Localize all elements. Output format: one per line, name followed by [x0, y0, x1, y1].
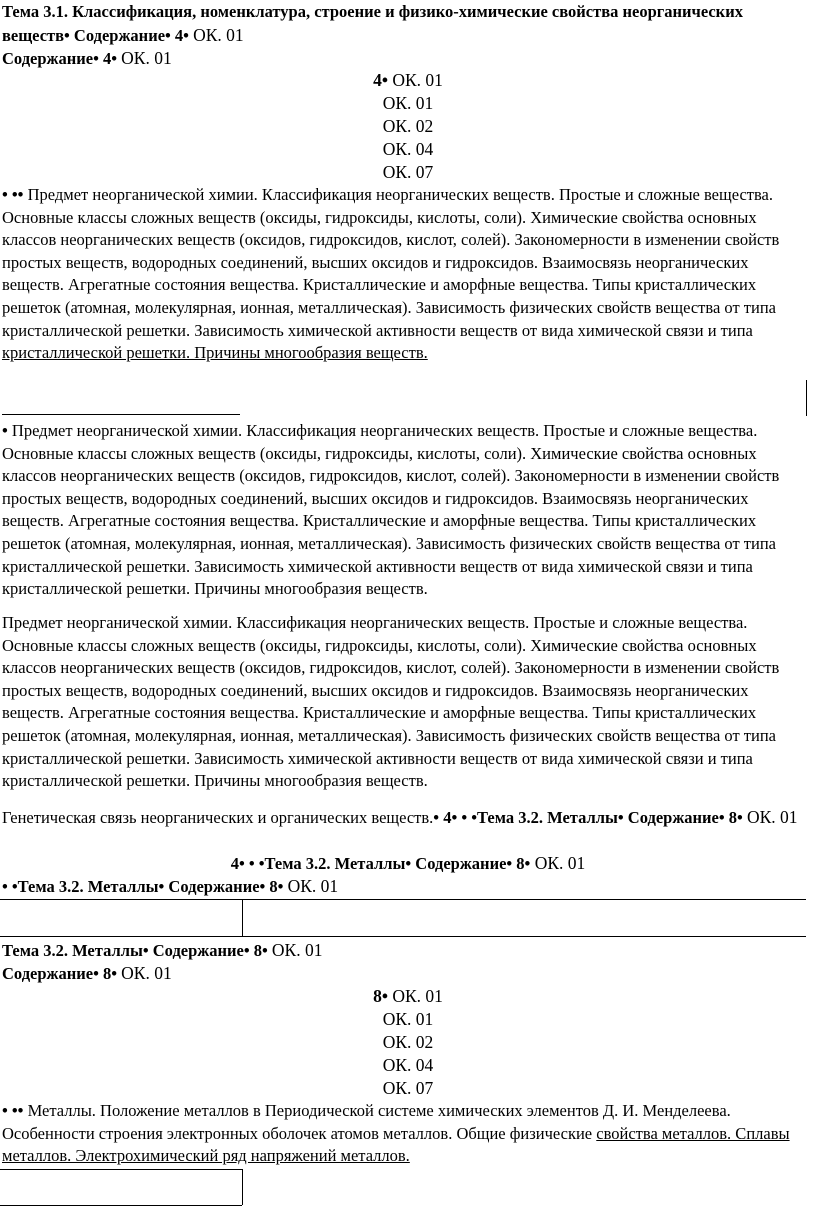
box-rule-bottom — [0, 1205, 242, 1206]
vertical-rule-1 — [806, 380, 807, 416]
table-rule-bottom — [0, 936, 806, 937]
genetic-link-ok: ОК. 01 — [746, 807, 798, 827]
hours-label-3: 8• — [373, 986, 388, 1006]
ok-item-3-2: ОК. 01 — [382, 1009, 434, 1029]
paragraph-end-3: свойства металлов. Сплавы металлов. Электрохимический ряд напряжений металлов. — [2, 1123, 790, 1166]
genetic-link-text: Генетическая связь неорганических и органических веществ. — [2, 808, 434, 827]
table-cell-divider — [242, 899, 243, 936]
genetic-link-bold: • 4• • •Тема 3.2. Металлы• Содержание• 8• — [433, 808, 743, 827]
paragraph-text-3: Металлы. Положение металлов в Периодической системе химических элементов Д. И. Менделеева. Особенности строения электронных оболочек атомов металлов. Общие физические — [2, 1101, 731, 1143]
content-label-1: Содержание• 4• — [2, 49, 118, 68]
ok-item-1-2: ОК. 01 — [382, 93, 434, 113]
box-rule-right — [242, 1169, 243, 1205]
hours-ok-3: ОК. 01 — [392, 986, 443, 1006]
content-ok-1: ОК. 01 — [121, 48, 172, 68]
metals-left-ok: ОК. 01 — [287, 876, 339, 896]
ok-item-3-5: ОК. 07 — [382, 1078, 434, 1098]
content-line-3 — [2, 962, 812, 986]
genetic-link-line — [2, 806, 812, 830]
ok-item-3-4: ОК. 04 — [382, 1055, 434, 1075]
ok-item-3-3: ОК. 02 — [382, 1032, 434, 1052]
content-line-1 — [2, 47, 812, 71]
ok-item-1-5: ОК. 07 — [382, 162, 434, 182]
repeat-paragraph-2-text: Предмет неорганической химии. Классификация неорганических веществ. Простые и сложные вещества. Основные классы сложных веществ (оксиды, гидроксиды, кислоты, соли). Химические свойства основных классов неорганических веществ (оксидов, гидроксидов, кислот, солей). Закономерности в изменении свойств простых веществ, водородных соединений, высших оксидов и гидроксидов. Взаимосвязь неорганических веществ. Агрегатные состояния вещества. Кристаллические и аморфные вещества. Типы кристаллических решеток (атомная, молекулярная, ионная, металлическая). Зависимость физических свойств вещества от типа кристаллической решетки. Зависимость химической активности веществ от вида химической связи и типа кристаллической решетки. Причины многообразия веществ. — [2, 613, 780, 791]
topic-3-2-heading-bold: Тема 3.2. Металлы• Содержание• 8• — [2, 941, 268, 960]
content-label-3: Содержание• 8• — [2, 964, 118, 983]
hours-ok-line-1 — [0, 69, 816, 92]
paragraph-bullets-1: • •• — [2, 185, 24, 204]
topic-3-1-heading-bold: Тема 3.1. Классификация, номенклатура, строение и физико-химические свойства неорганических веществ• Содержание• 4• — [2, 2, 743, 45]
ok-item-1-4: ОК. 04 — [382, 139, 434, 159]
box-rule-top — [0, 1169, 242, 1170]
metals-center-line — [0, 852, 816, 875]
topic-3-2-heading — [2, 939, 812, 963]
metals-left-line — [2, 875, 812, 899]
topic-3-2-heading-ok: ОК. 01 — [271, 940, 323, 960]
paragraph-end-1: кристаллической решетки. Причины многообразия веществ. — [2, 343, 428, 363]
hours-label-1: 4• — [373, 70, 388, 90]
topic-3-2-paragraph — [2, 1100, 812, 1168]
repeat-paragraph-2 — [2, 612, 812, 793]
repeat-bullet: • — [2, 421, 8, 440]
table-rule-top — [0, 899, 806, 900]
paragraph-text-1: Предмет неорганической химии. Классификация неорганических веществ. Простые и сложные вещества. Основные классы сложных веществ (оксиды, гидроксиды, кислоты, соли). Химические свойства основных классов неорганических веществ (оксидов, гидроксидов, кислот, солей). Закономерности в изменении свойств простых веществ, водородных соединений, высших оксидов и гидроксидов. Взаимосвязь неорганических веществ. Агрегатные состояния вещества. Кристаллические и аморфные вещества. Типы кристаллических решеток (атомная, молекулярная, ионная, металлическая). Зависимость физических свойств вещества от типа кристаллической решетки. Зависимость химической активности веществ от вида химической связи и типа — [2, 185, 780, 340]
topic-3-1-paragraph — [2, 184, 812, 365]
metals-center-bold: 4• • •Тема 3.2. Металлы• Содержание• 8• — [230, 854, 531, 873]
repeat-paragraph-1-text: Предмет неорганической химии. Классификация неорганических веществ. Простые и сложные вещества. Основные классы сложных веществ (оксиды, гидроксиды, кислоты, соли). Химические свойства основных классов неорганических веществ (оксидов, гидроксидов, кислот, солей). Закономерности в изменении свойств простых веществ, водородных соединений, высших оксидов и гидроксидов. Взаимосвязь неорганических веществ. Агрегатные состояния вещества. Кристаллические и аморфные вещества. Типы кристаллических решеток (атомная, молекулярная, ионная, металлическая). Зависимость физических свойств вещества от типа кристаллической решетки. Зависимость химической активности веществ от вида химической связи и типа кристаллической решетки. Причины многообразия веществ. — [2, 421, 780, 599]
hours-ok-line-3 — [0, 985, 816, 1008]
divider-short-1 — [2, 414, 240, 415]
ok-item-1-3: ОК. 02 — [382, 116, 434, 136]
topic-3-1-heading — [2, 1, 812, 47]
hours-ok-1: ОК. 01 — [392, 70, 443, 90]
paragraph-bullets-3: • •• — [2, 1101, 24, 1120]
metals-center-ok: ОК. 01 — [534, 853, 586, 873]
topic-3-1-heading-ok: ОК. 01 — [193, 24, 244, 45]
metals-left-bold: • •Тема 3.2. Металлы• Содержание• 8• — [2, 877, 284, 896]
repeat-paragraph-1 — [2, 420, 812, 601]
content-ok-3: ОК. 01 — [121, 963, 172, 983]
